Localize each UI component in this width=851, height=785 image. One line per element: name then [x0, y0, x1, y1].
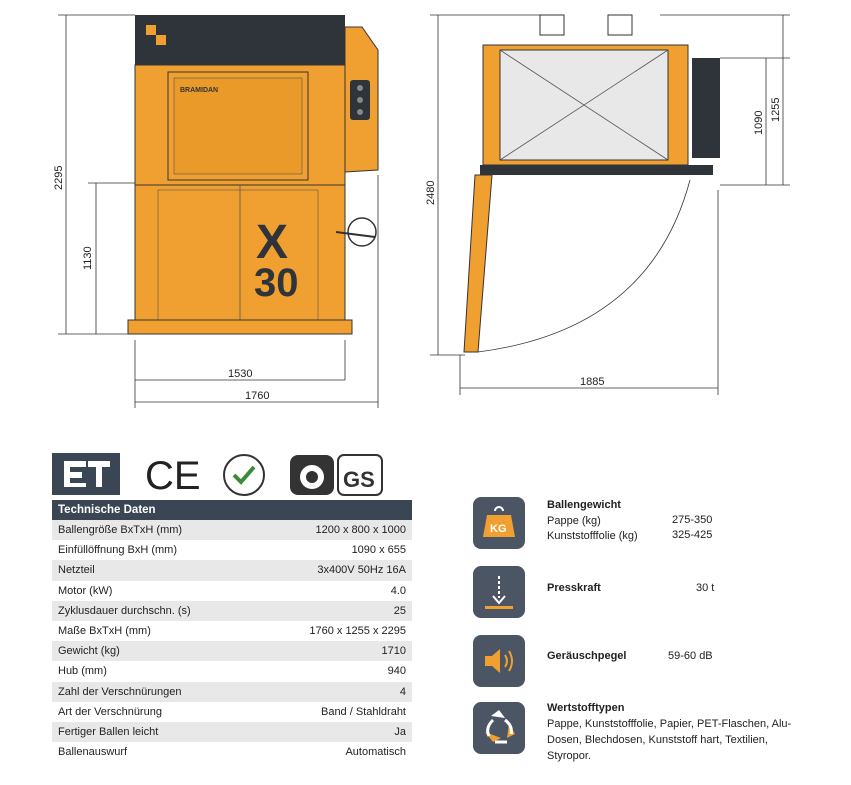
materials-line: Pappe, Kunststofffolie, Papier, PET-Flaschen, Alu- [547, 718, 792, 730]
table-row: Motor (kW) 4.0 [52, 581, 412, 601]
side-dim-depth: 1885 [580, 376, 605, 388]
side-view-drawing [464, 15, 720, 352]
spec-table [52, 500, 412, 762]
table-row: Einfüllöffnung BxH (mm) 1090 x 655 [52, 540, 412, 560]
bale-weight-label-cardboard: Pappe (kg) [547, 515, 601, 527]
press-arrow-icon [473, 566, 525, 618]
recycle-icon [473, 702, 525, 754]
table-row: Gewicht (kg) 1710 [52, 641, 412, 661]
logo-check-certification [220, 453, 268, 495]
front-model-x: X [256, 216, 289, 269]
side-dim-height-a: 1090 [753, 110, 765, 135]
noise-value: 59-60 dB [668, 650, 713, 662]
press-force-value: 30 t [696, 582, 715, 594]
front-dim-height-opening: 1130 [82, 246, 94, 270]
materials-line: Styropor. [547, 750, 592, 762]
front-dim-width-inner: 1530 [228, 368, 253, 380]
table-row: Hub (mm) 940 [52, 661, 412, 681]
front-dim-width-total: 1760 [245, 390, 270, 402]
front-model-num: 30 [254, 261, 299, 305]
svg-text:KG: KG [490, 523, 507, 535]
logo-dguv [288, 453, 336, 495]
table-row: Zahl der Verschnürungen 4 [52, 682, 412, 702]
materials-line: Dosen, Blechdosen, Kunststoff hart, Textilien, [547, 734, 768, 746]
table-row: Netzteil 3x400V 50Hz 16A [52, 560, 412, 580]
front-brand-text: BRAMIDAN [180, 87, 219, 94]
table-row: Ballenauswurf Automatisch [52, 742, 412, 762]
bale-weight-title: Ballengewicht [547, 499, 621, 511]
bale-weight-label-foil: Kunststofffolie (kg) [547, 530, 638, 542]
weight-kg-icon [473, 497, 525, 549]
logo-gs [336, 453, 384, 495]
noise-title: Geräuschpegel [547, 650, 627, 662]
spec-rows [52, 520, 412, 762]
table-row: Art der Verschnürung Band / Stahldraht [52, 702, 412, 722]
logo-et [52, 453, 120, 495]
speaker-icon [473, 635, 525, 687]
press-force-title: Presskraft [547, 582, 601, 594]
table-row: Zyklusdauer durchschn. (s) 25 [52, 601, 412, 621]
front-view-drawing [128, 15, 378, 334]
svg-text:GS: GS [343, 467, 375, 492]
bale-weight-value-cardboard: 275-350 [672, 514, 713, 526]
svg-text:CE: CE [145, 454, 201, 495]
table-row: Ballengröße BxTxH (mm) 1200 x 800 x 1000 [52, 520, 412, 540]
table-row: Maße BxTxH (mm) 1760 x 1255 x 2295 [52, 621, 412, 641]
materials-title: Wertstofftypen [547, 702, 625, 714]
spec-table-title: Technische Daten [52, 500, 412, 520]
side-dim-height-b: 1255 [770, 97, 782, 122]
bale-weight-value-foil: 325-425 [672, 529, 713, 541]
front-dim-height-total: 2295 [53, 165, 65, 190]
table-row: Fertiger Ballen leicht Ja [52, 722, 412, 742]
side-dim-height-total: 2480 [425, 180, 437, 205]
logo-ce [145, 453, 205, 495]
